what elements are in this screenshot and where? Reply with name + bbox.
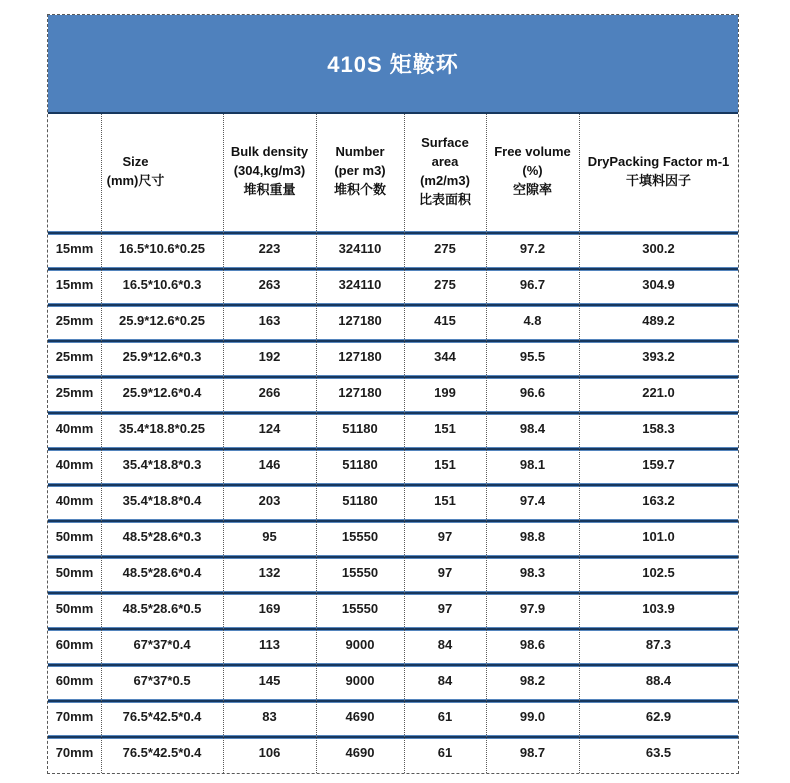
- page-title: 410S 矩鞍环: [327, 52, 459, 77]
- header-line: Surface: [421, 134, 469, 150]
- cell-surface-area: 84: [437, 673, 453, 688]
- cell-surface-area: 151: [434, 457, 456, 472]
- cell-number: 127180: [338, 385, 382, 400]
- cell-dimensions: 35.4*18.8*0.4: [122, 493, 202, 508]
- cell-free-volume: 4.8: [523, 313, 542, 328]
- cell-surface-area: 61: [437, 709, 453, 724]
- cell-bulk-density: 95: [262, 529, 277, 544]
- cell-dry-packing: 87.3: [645, 637, 672, 652]
- cell-bulk-density: 169: [258, 601, 281, 616]
- cell-dimensions: 25.9*12.6*0.3: [122, 349, 202, 364]
- cell-dry-packing: 103.9: [642, 601, 675, 616]
- column-header-dry-packing: [579, 114, 738, 227]
- spec-sheet: [47, 14, 739, 774]
- cell-free-volume: 98.8: [519, 529, 546, 544]
- cell-size: 40mm: [55, 421, 94, 436]
- cell-number: 127180: [338, 313, 382, 328]
- cell-free-volume: 98.7: [519, 745, 546, 760]
- cell-bulk-density: 263: [258, 277, 281, 292]
- cell-surface-area: 275: [434, 277, 456, 292]
- cell-dimensions: 76.5*42.5*0.4: [122, 709, 202, 724]
- cell-free-volume: 97.9: [519, 601, 546, 616]
- table-row: [48, 700, 738, 731]
- cell-size: 60mm: [55, 673, 94, 688]
- cell-size: 50mm: [55, 565, 94, 580]
- header-line: (per m3): [334, 163, 386, 178]
- column-header-number: [316, 114, 404, 227]
- header-line: area: [431, 153, 459, 169]
- cell-free-volume: 98.2: [519, 673, 546, 688]
- cell-number: 15550: [341, 529, 379, 544]
- header-line: 比表面积: [418, 191, 471, 207]
- table-row: [48, 448, 738, 479]
- cell-number: 51180: [342, 493, 378, 508]
- cell-bulk-density: 266: [258, 385, 281, 400]
- cell-size: 15mm: [55, 241, 94, 256]
- cell-free-volume: 98.3: [519, 565, 546, 580]
- cell-number: 15550: [341, 601, 379, 616]
- cell-dimensions: 48.5*28.6*0.5: [122, 601, 202, 616]
- cell-bulk-density: 132: [258, 565, 281, 580]
- cell-free-volume: 96.6: [519, 385, 546, 400]
- cell-size: 50mm: [55, 529, 94, 544]
- cell-free-volume: 98.1: [519, 457, 546, 472]
- cell-dimensions: 35.4*18.8*0.3: [122, 457, 202, 472]
- cell-number: 127180: [338, 349, 382, 364]
- cell-number: 51180: [342, 457, 378, 472]
- column-header-surface-area: [404, 114, 486, 227]
- cell-dry-packing: 304.9: [642, 277, 675, 292]
- cell-size: 25mm: [55, 313, 94, 328]
- cell-bulk-density: 145: [258, 673, 281, 688]
- cell-number: 9000: [345, 673, 375, 688]
- table-row: [48, 412, 738, 443]
- cell-size: 40mm: [55, 457, 94, 472]
- cell-number: 51180: [342, 421, 378, 436]
- cell-surface-area: 97: [437, 529, 453, 544]
- table-row: [48, 232, 738, 263]
- cell-dry-packing: 489.2: [642, 313, 675, 328]
- header-line: DryPacking Factor m-1: [587, 153, 730, 169]
- cell-dimensions: 16.5*10.6*0.25: [118, 241, 206, 256]
- cell-size: 70mm: [55, 745, 94, 760]
- cell-number: 324110: [338, 241, 382, 256]
- cell-free-volume: 99.0: [519, 709, 546, 724]
- cell-bulk-density: 83: [262, 709, 277, 724]
- table-header-row: [48, 114, 738, 227]
- cell-dimensions: 67*37*0.5: [133, 673, 191, 688]
- cell-dry-packing: 158.3: [642, 421, 675, 436]
- cell-free-volume: 96.7: [519, 277, 546, 292]
- title-banner: [48, 15, 738, 114]
- cell-dry-packing: 221.0: [642, 385, 675, 400]
- table-body: [48, 232, 738, 767]
- cell-bulk-density: 223: [258, 241, 281, 256]
- header-line: (%): [522, 163, 543, 178]
- cell-size: 25mm: [55, 385, 94, 400]
- cell-dimensions: 25.9*12.6*0.4: [122, 385, 202, 400]
- cell-surface-area: 344: [434, 349, 456, 364]
- cell-dimensions: 48.5*28.6*0.4: [122, 565, 202, 580]
- table-row: [48, 268, 738, 299]
- cell-dry-packing: 163.2: [642, 493, 675, 508]
- cell-size: 15mm: [55, 277, 94, 292]
- cell-dry-packing: 88.4: [645, 673, 672, 688]
- cell-surface-area: 97: [437, 601, 453, 616]
- header-line: 堆积重量: [243, 182, 296, 197]
- cell-number: 4690: [345, 709, 375, 724]
- cell-bulk-density: 113: [259, 637, 280, 652]
- spec-table: [48, 114, 738, 773]
- header-line: 堆积个数: [333, 182, 386, 197]
- cell-dimensions: 48.5*28.6*0.3: [122, 529, 202, 544]
- table-row: [48, 520, 738, 551]
- cell-dry-packing: 393.2: [642, 349, 675, 364]
- header-line: Free volume: [494, 144, 571, 159]
- header-line: Size: [122, 153, 149, 169]
- cell-surface-area: 84: [437, 637, 453, 652]
- cell-free-volume: 98.4: [519, 421, 546, 436]
- cell-surface-area: 97: [437, 565, 453, 580]
- cell-size: 40mm: [55, 493, 94, 508]
- cell-bulk-density: 163: [258, 313, 281, 328]
- header-line: (304,kg/m3): [233, 163, 306, 178]
- cell-size: 50mm: [55, 601, 94, 616]
- table-row: [48, 484, 738, 515]
- cell-surface-area: 151: [434, 493, 456, 508]
- cell-number: 4690: [345, 745, 375, 760]
- table-row: [48, 556, 738, 587]
- table-row: [48, 340, 738, 371]
- cell-dry-packing: 159.7: [642, 457, 675, 472]
- cell-size: 25mm: [55, 349, 94, 364]
- table-row: [48, 736, 738, 767]
- table-row: [48, 664, 738, 695]
- cell-surface-area: 275: [434, 241, 456, 256]
- cell-bulk-density: 146: [258, 457, 281, 472]
- cell-dimensions: 16.5*10.6*0.3: [122, 277, 202, 292]
- header-line: 干填料因子: [625, 172, 691, 188]
- table-row: [48, 376, 738, 407]
- column-header-size: [48, 114, 223, 227]
- column-header-free-volume: [486, 114, 579, 227]
- cell-dry-packing: 63.5: [645, 745, 672, 760]
- cell-surface-area: 61: [437, 745, 453, 760]
- cell-surface-area: 199: [434, 385, 456, 400]
- cell-free-volume: 95.5: [519, 349, 546, 364]
- cell-free-volume: 97.2: [519, 241, 546, 256]
- cell-bulk-density: 124: [258, 421, 281, 436]
- cell-surface-area: 151: [434, 421, 456, 436]
- table-row: [48, 304, 738, 335]
- column-header-bulk-density: [223, 114, 316, 227]
- cell-bulk-density: 192: [258, 349, 281, 364]
- header-line: Number: [335, 144, 385, 159]
- header-line: (mm)尺寸: [106, 172, 165, 188]
- cell-dry-packing: 102.5: [642, 565, 675, 580]
- table-row: [48, 628, 738, 659]
- header-line: 空隙率: [512, 182, 552, 197]
- cell-dry-packing: 300.2: [642, 241, 675, 256]
- cell-bulk-density: 203: [258, 493, 281, 508]
- cell-dimensions: 67*37*0.4: [133, 637, 191, 652]
- cell-dimensions: 76.5*42.5*0.4: [122, 745, 202, 760]
- header-line: Bulk density: [230, 144, 309, 159]
- cell-surface-area: 415: [434, 313, 456, 328]
- cell-free-volume: 97.4: [519, 493, 546, 508]
- cell-number: 9000: [345, 637, 375, 652]
- header-line: (m2/m3): [420, 172, 470, 188]
- cell-bulk-density: 106: [258, 745, 281, 760]
- cell-number: 15550: [341, 565, 379, 580]
- cell-size: 60mm: [55, 637, 94, 652]
- table-row: [48, 592, 738, 623]
- cell-dry-packing: 62.9: [645, 709, 672, 724]
- cell-free-volume: 98.6: [519, 637, 546, 652]
- cell-number: 324110: [338, 277, 382, 292]
- cell-dimensions: 35.4*18.8*0.25: [118, 421, 206, 436]
- cell-size: 70mm: [55, 709, 94, 724]
- cell-dimensions: 25.9*12.6*0.25: [118, 313, 206, 328]
- cell-dry-packing: 101.0: [642, 529, 675, 544]
